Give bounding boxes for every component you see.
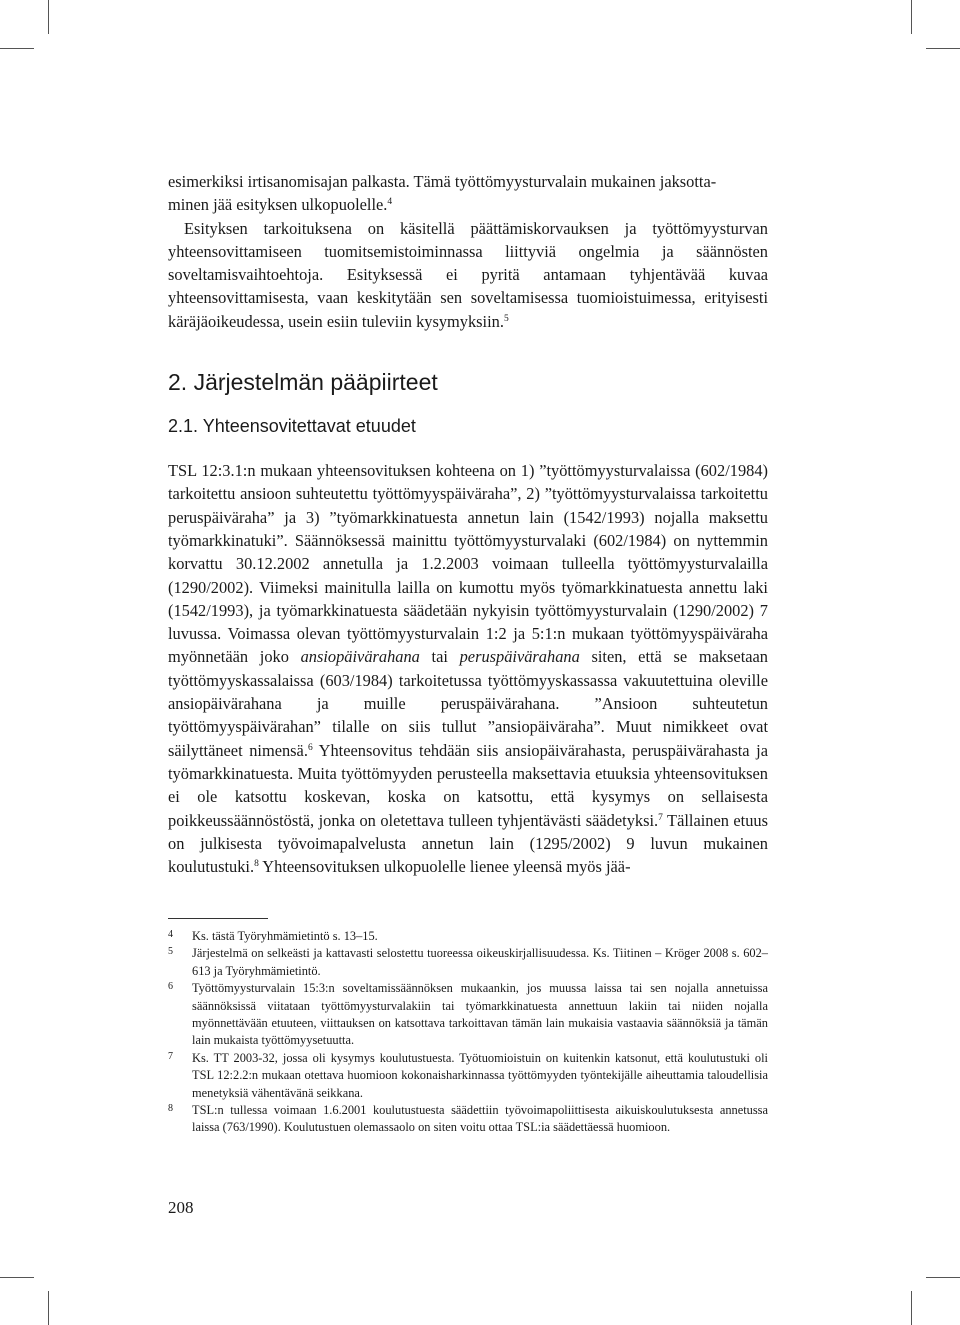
body-text-5: Tällainen etuus on julkisesta työvoimapalvelusta annetun lain (1295/2002) 9 luvun mukainen koulutustuki. <box>168 810 768 877</box>
footnote <box>168 1102 768 1137</box>
body-text-4: Yhteensovitus tehdään siis ansiopäivärahasta, peruspäivärahasta ja työmarkkinatuesta. Muita työttömyyden perusteella maksettavia etuuksia yhteensovituksen ei ole katsottu koskevan, koska on katsottu, että kysymys on sellaisesta poikkeussäännöstöstä, jonka on oletettava tulleen tyhjentävästi säädetyksi. <box>168 740 768 830</box>
intro-paragraph <box>168 170 768 217</box>
footnote-number: 8 <box>168 1103 173 1115</box>
page-number: 208 <box>168 1198 194 1217</box>
footnote-ref-4[interactable]: 4 <box>387 197 393 208</box>
crop-mark-top-left <box>48 0 49 34</box>
crop-mark-bottom-right-h <box>926 1277 960 1278</box>
intro-line-2: minen jää esityksen ulkopuolelle. <box>168 195 388 215</box>
footnote-text: TSL:n tullessa voimaan 1.6.2001 koulutustuesta säädettiin työvoimapoliittisesta aikuiskoulutuksesta annetussa laissa (763/1990). Koulutustuen olemassaolo on siten voitu ottaa TSL:ia säädettäessä huomioon. <box>192 1103 768 1135</box>
footnote <box>168 1050 768 1102</box>
footnote-number: 4 <box>168 929 173 940</box>
body-text-6: Yhteensovituksen ulkopuolelle lienee yleensä myös jää- <box>258 857 631 877</box>
crop-mark-bottom-right <box>911 1291 912 1325</box>
crop-mark-top-right-h <box>926 48 960 49</box>
footnote-ref-8[interactable]: 8 <box>254 859 259 870</box>
footnote <box>168 928 768 945</box>
crop-mark-top-right <box>911 0 912 34</box>
footnote-ref-6[interactable]: 6 <box>307 742 313 753</box>
body-text-1: TSL 12:3.1:n mukaan yhteensovituksen kohteena on 1) ”työttömyysturvalaissa (602/1984) tarkoitettu ansioon suhteutettu työttömyyspäiväraha”, 2) ”työttömyysturvalaissa tarkoitettu peruspäiväraha” ja 3) ”työmarkkinatuesta annetun lain (1542/1993) nojalla maksettu työmarkkinatuki”. Säännöksessä mainittu työttömyysturvalaki (602/1984) on nyttemmin korvattu 30.12.2002 annetulla ja 1.2.2003 voimaan tulleella työttömyysturvalailla (1290/2002). Viimeksi mainitulla lailla on kumottu myös työmarkkinatuesta annettu laki (1542/1993), ja työmarkkinatuesta säädetään nykyisin työttömyysturvalain (1290/2002) 7 luvussa. Voimassa olevan työttömyysturvalain 1:2 ja 5:1:n mukaan työttömyyspäiväraha myönnetään joko <box>168 461 768 667</box>
term-peruspaivaraha: peruspäivärahana <box>459 647 580 667</box>
footnote-ref-7[interactable]: 7 <box>658 812 663 823</box>
footnote-ref-5[interactable]: 5 <box>503 313 509 324</box>
section-heading: 2. Järjestelmän pääpiirteet <box>168 369 438 396</box>
footnote-text: Ks. tästä Työryhmämietintö s. 13–15. <box>192 929 378 943</box>
body-text-3: siten, että se maksetaan työttömyyskassalaissa (603/1984) tarkoitetussa työttömyyskassassa vakuutettuina oleville ansiopäivärahana ja muille peruspäivärahana. ”Ansioon suhteutetun työttömyyspäivärahan” tilalle on siis tullut ”ansiopäiväraha”. Muut nimikkeet ovat säilyttäneet nimensä. <box>168 647 768 760</box>
footnote-number: 7 <box>168 1050 173 1062</box>
footnote <box>168 945 768 980</box>
footnotes <box>168 928 768 1137</box>
scope-paragraph-text: Esityksen tarkoituksena on käsitellä päättämiskorvauksen ja työttömyysturvan yhteensovittamiseen tuomitsemistoiminnassa liittyviä ongelmia ja säännösten soveltamisvaihtoehtoja. Esityksessä ei pyritä antamaan tyhjentävää kuvaa yhteensovittamisesta, vaan keskitytään sen soveltamisessa tuomioistuimessa, erityisesti käräjäoikeudessa, usein esiin tuleviin kysymyksiin. <box>168 218 768 331</box>
crop-mark-bottom-left-h <box>0 1277 34 1278</box>
body-paragraph <box>168 459 768 878</box>
footnote-text: Työttömyysturvalain 15:3:n soveltamissäännöksen mukaankin, jos muussa laissa tai sen nojalla annetuissa säännöksissä viitataan työttömyysturvalakiin tai työmarkkinatuesta annettuun lakiin tai niiden nojalla myönnettävään etuuteen, viittauksen on katsottava tarkoittavan tämän lain mukaisia vastaavia säännöksiä ja tämän lain mukaista työttömyysetuutta. <box>192 981 768 1048</box>
crop-mark-top-left-h <box>0 48 34 49</box>
footnote-text: Järjestelmä on selkeästi ja kattavasti selostettu tuoreessa oikeuskirjallisuudessa. Ks. Tiitinen – Kröger 2008 s. 602–613 ja Työryhmämietintö. <box>192 946 768 978</box>
footnote-number: 5 <box>168 946 173 958</box>
footnote-separator <box>168 918 268 919</box>
page-content <box>168 170 768 878</box>
body-text-2: tai <box>419 647 460 667</box>
scope-paragraph <box>168 217 768 333</box>
intro-line-1: esimerkiksi irtisanomisajan palkasta. Tämä työttömyysturvalain mukainen jaksotta- <box>168 172 717 191</box>
footnote <box>168 980 768 1050</box>
footnote-number: 6 <box>168 981 173 993</box>
term-ansiopaivaraha: ansiopäivärahana <box>300 647 420 667</box>
crop-mark-bottom-left <box>48 1291 49 1325</box>
subsection-heading: 2.1. Yhteensovitettavat etuudet <box>168 416 416 437</box>
footnote-text: Ks. TT 2003-32, jossa oli kysymys koulutustuesta. Työtuomioistuin on kuitenkin katsonut, että koulutustuki oli TSL 12:2.2:n mukaan otettava huomioon kokonaisharkinnassa työttömyyden työntekijälle aiheuttamia taloudellisia menetyksiä vähentävänä seikkana. <box>192 1050 768 1100</box>
